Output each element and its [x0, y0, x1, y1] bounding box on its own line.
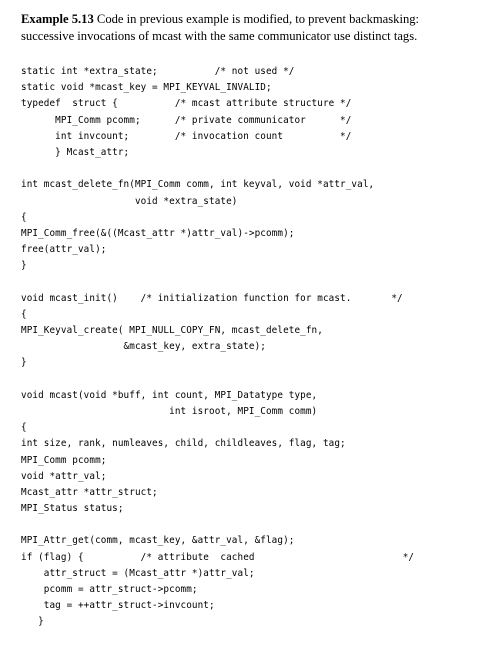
code-line: int isroot, MPI_Comm comm) — [21, 405, 318, 417]
code-line: void *extra_state) — [21, 195, 238, 207]
code-line: int mcast_delete_fn(MPI_Comm comm, int keyval, void *attr_val, — [21, 179, 375, 191]
code-line — [21, 161, 473, 177]
code-line: free(attr_val); — [21, 244, 107, 256]
code-line: } Mcast_attr; — [21, 146, 130, 158]
code-line — [21, 372, 473, 388]
code-line: void *attr_val; — [21, 470, 107, 482]
code-line: typedef struct { /* mcast attribute structure */ — [21, 98, 352, 110]
code-line: &mcast_key, extra_state); — [21, 341, 266, 353]
code-line: MPI_Keyval_create( MPI_NULL_COPY_FN, mcast_delete_fn, — [21, 325, 323, 336]
code-line: void mcast_init() /* initialization function for mcast. */ — [21, 292, 403, 304]
code-line — [21, 274, 473, 290]
code-line: MPI_Comm pcomm; — [21, 454, 107, 466]
code-line — [21, 517, 473, 533]
code-line: int size, rank, numleaves, child, childleaves, flag, tag; — [21, 438, 346, 450]
code-line: pcomm = attr_struct->pcomm; — [21, 584, 198, 595]
code-line: void mcast(void *buff, int count, MPI_Datatype type, — [21, 389, 318, 401]
code-line: MPI_Status status; — [21, 503, 124, 515]
code-line: MPI_Comm_free(&((Mcast_attr *)attr_val)->pcomm); — [21, 227, 295, 239]
code-line: MPI_Comm pcomm; /* private communicator */ — [21, 114, 352, 126]
code-line: static int *extra_state; /* not used */ — [21, 66, 295, 77]
code-line: Mcast_attr *attr_struct; — [21, 486, 158, 498]
code-line: if (flag) { /* attribute cached */ — [21, 551, 415, 563]
example-description: Code in previous example is modified, to prevent backmasking: successive invocations of mcast with the same communicator use distinct tags. — [21, 12, 420, 43]
code-line: { — [21, 211, 27, 223]
code-line: tag = ++attr_struct->invcount; — [21, 600, 215, 612]
code-line: { — [21, 308, 27, 320]
code-line: { — [21, 422, 27, 434]
code-line: } — [21, 357, 27, 369]
code-line: MPI_Attr_get(comm, mcast_key, &attr_val, &flag); — [21, 535, 295, 547]
code-line: } — [21, 260, 27, 272]
example-label: Example 5.13 — [21, 12, 94, 26]
code-listing — [21, 64, 473, 631]
code-line: static void *mcast_key = MPI_KEYVAL_INVALID; — [21, 82, 272, 94]
code-line: attr_struct = (Mcast_attr *)attr_val; — [21, 567, 255, 579]
example-caption — [21, 11, 473, 45]
code-line: int invcount; /* invocation count */ — [21, 130, 352, 142]
code-line: } — [21, 616, 44, 628]
